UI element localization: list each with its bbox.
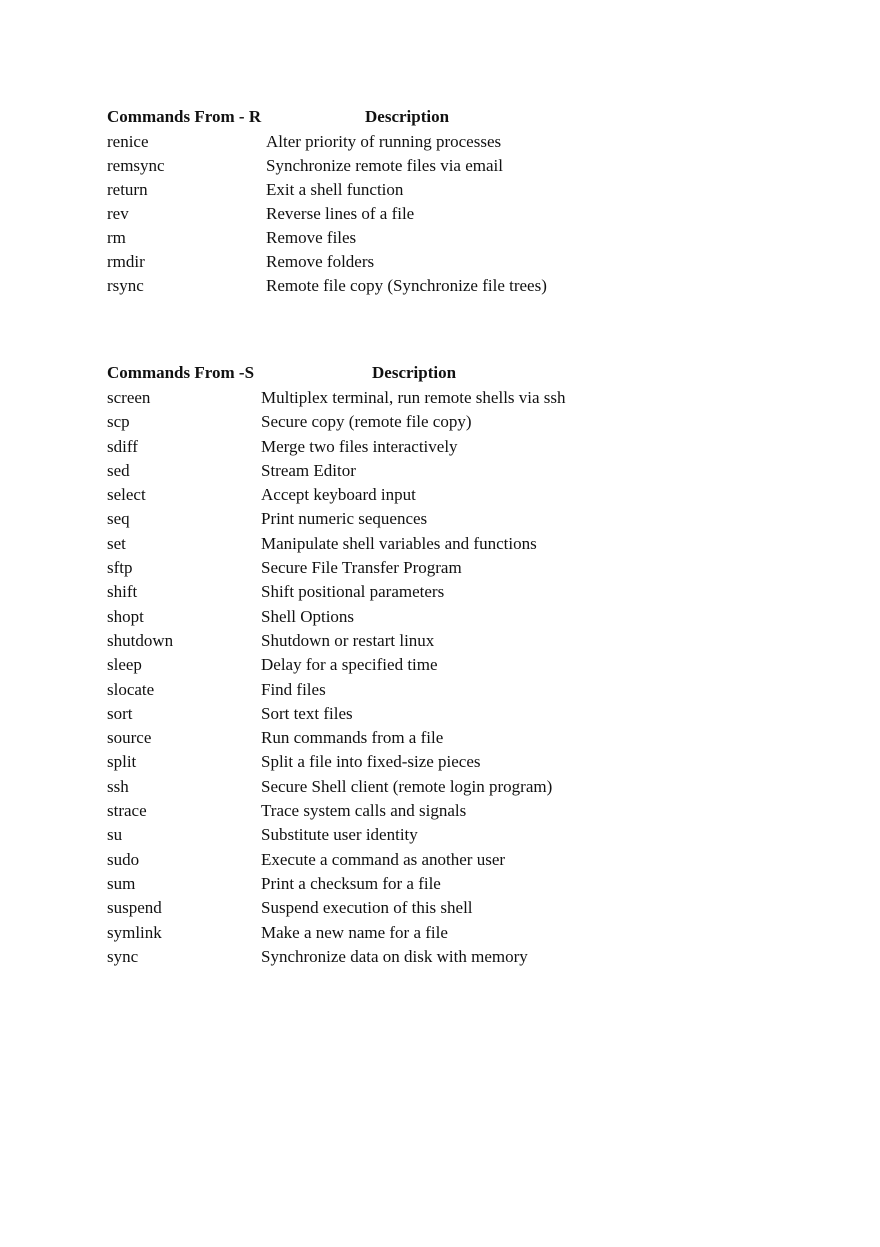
command-cell: remsync [107, 156, 165, 175]
command-cell: slocate [107, 679, 155, 699]
command-cell: split [107, 752, 137, 772]
description-cell: Exit a shell function [266, 180, 404, 199]
description-cell: Shell Options [261, 606, 355, 626]
description-cell: Reverse lines of a file [266, 204, 415, 223]
command-cell: set [107, 533, 126, 553]
command-cell: screen [107, 388, 151, 407]
description-cell: Secure Shell client (remote login program) [261, 776, 553, 796]
description-cell: Print numeric sequences [261, 509, 428, 529]
description-cell: Make a new name for a file [261, 922, 448, 942]
command-cell: shopt [107, 606, 144, 626]
command-cell: ssh [107, 776, 129, 796]
command-cell: renice [107, 132, 149, 151]
description-cell: Secure copy (remote file copy) [261, 412, 472, 432]
description-cell: Delay for a specified time [261, 655, 438, 675]
description-cell: Alter priority of running processes [266, 132, 502, 151]
description-cell: Synchronize remote files via email [266, 156, 503, 175]
command-column-header: Commands From - R [107, 107, 262, 126]
command-cell: sum [107, 873, 136, 893]
description-cell: Trace system calls and signals [261, 801, 467, 821]
command-column-header: Commands From -S [107, 363, 255, 382]
description-cell: Remove files [266, 228, 357, 247]
description-cell: Print a checksum for a file [261, 873, 441, 893]
command-cell: su [107, 825, 123, 845]
description-cell: Execute a command as another user [261, 849, 506, 869]
command-cell: return [107, 180, 148, 199]
description-cell: Secure File Transfer Program [261, 558, 462, 578]
description-cell: Shift positional parameters [261, 582, 445, 602]
description-cell: Stream Editor [261, 460, 356, 480]
command-cell: sync [107, 946, 139, 966]
description-column-header: Description [365, 107, 450, 126]
command-cell: rev [107, 204, 129, 223]
description-cell: Split a file into fixed-size pieces [261, 752, 481, 772]
description-cell: Synchronize data on disk with memory [261, 946, 528, 966]
description-cell: Run commands from a file [261, 728, 444, 748]
description-cell: Sort text files [261, 703, 353, 723]
command-cell: select [107, 485, 146, 505]
description-cell: Suspend execution of this shell [261, 898, 473, 918]
description-cell: Remote file copy (Synchronize file trees) [266, 276, 547, 295]
description-cell: Remove folders [266, 252, 375, 271]
command-cell: seq [107, 509, 130, 529]
description-column-header: Description [372, 363, 457, 382]
command-cell: suspend [107, 898, 162, 918]
command-cell: rm [107, 228, 126, 247]
command-cell: source [107, 728, 152, 748]
description-cell: Multiplex terminal, run remote shells via ssh [261, 388, 566, 407]
command-cell: strace [107, 801, 147, 821]
command-cell: shutdown [107, 630, 174, 650]
command-cell: sort [107, 703, 133, 723]
command-cell: shift [107, 582, 138, 602]
description-cell: Shutdown or restart linux [261, 630, 435, 650]
command-cell: sudo [107, 849, 140, 869]
description-cell: Merge two files interactively [261, 436, 458, 456]
command-cell: symlink [107, 922, 162, 942]
command-cell: scp [107, 412, 130, 432]
command-cell: sdiff [107, 436, 138, 456]
command-cell: sleep [107, 655, 142, 675]
description-cell: Manipulate shell variables and functions [261, 533, 537, 553]
description-cell: Substitute user identity [261, 825, 418, 845]
command-cell: rsync [107, 276, 144, 295]
description-cell: Accept keyboard input [261, 485, 416, 505]
description-cell: Find files [261, 679, 326, 699]
command-cell: sed [107, 460, 130, 480]
command-cell: sftp [107, 558, 133, 578]
command-cell: rmdir [107, 252, 145, 271]
